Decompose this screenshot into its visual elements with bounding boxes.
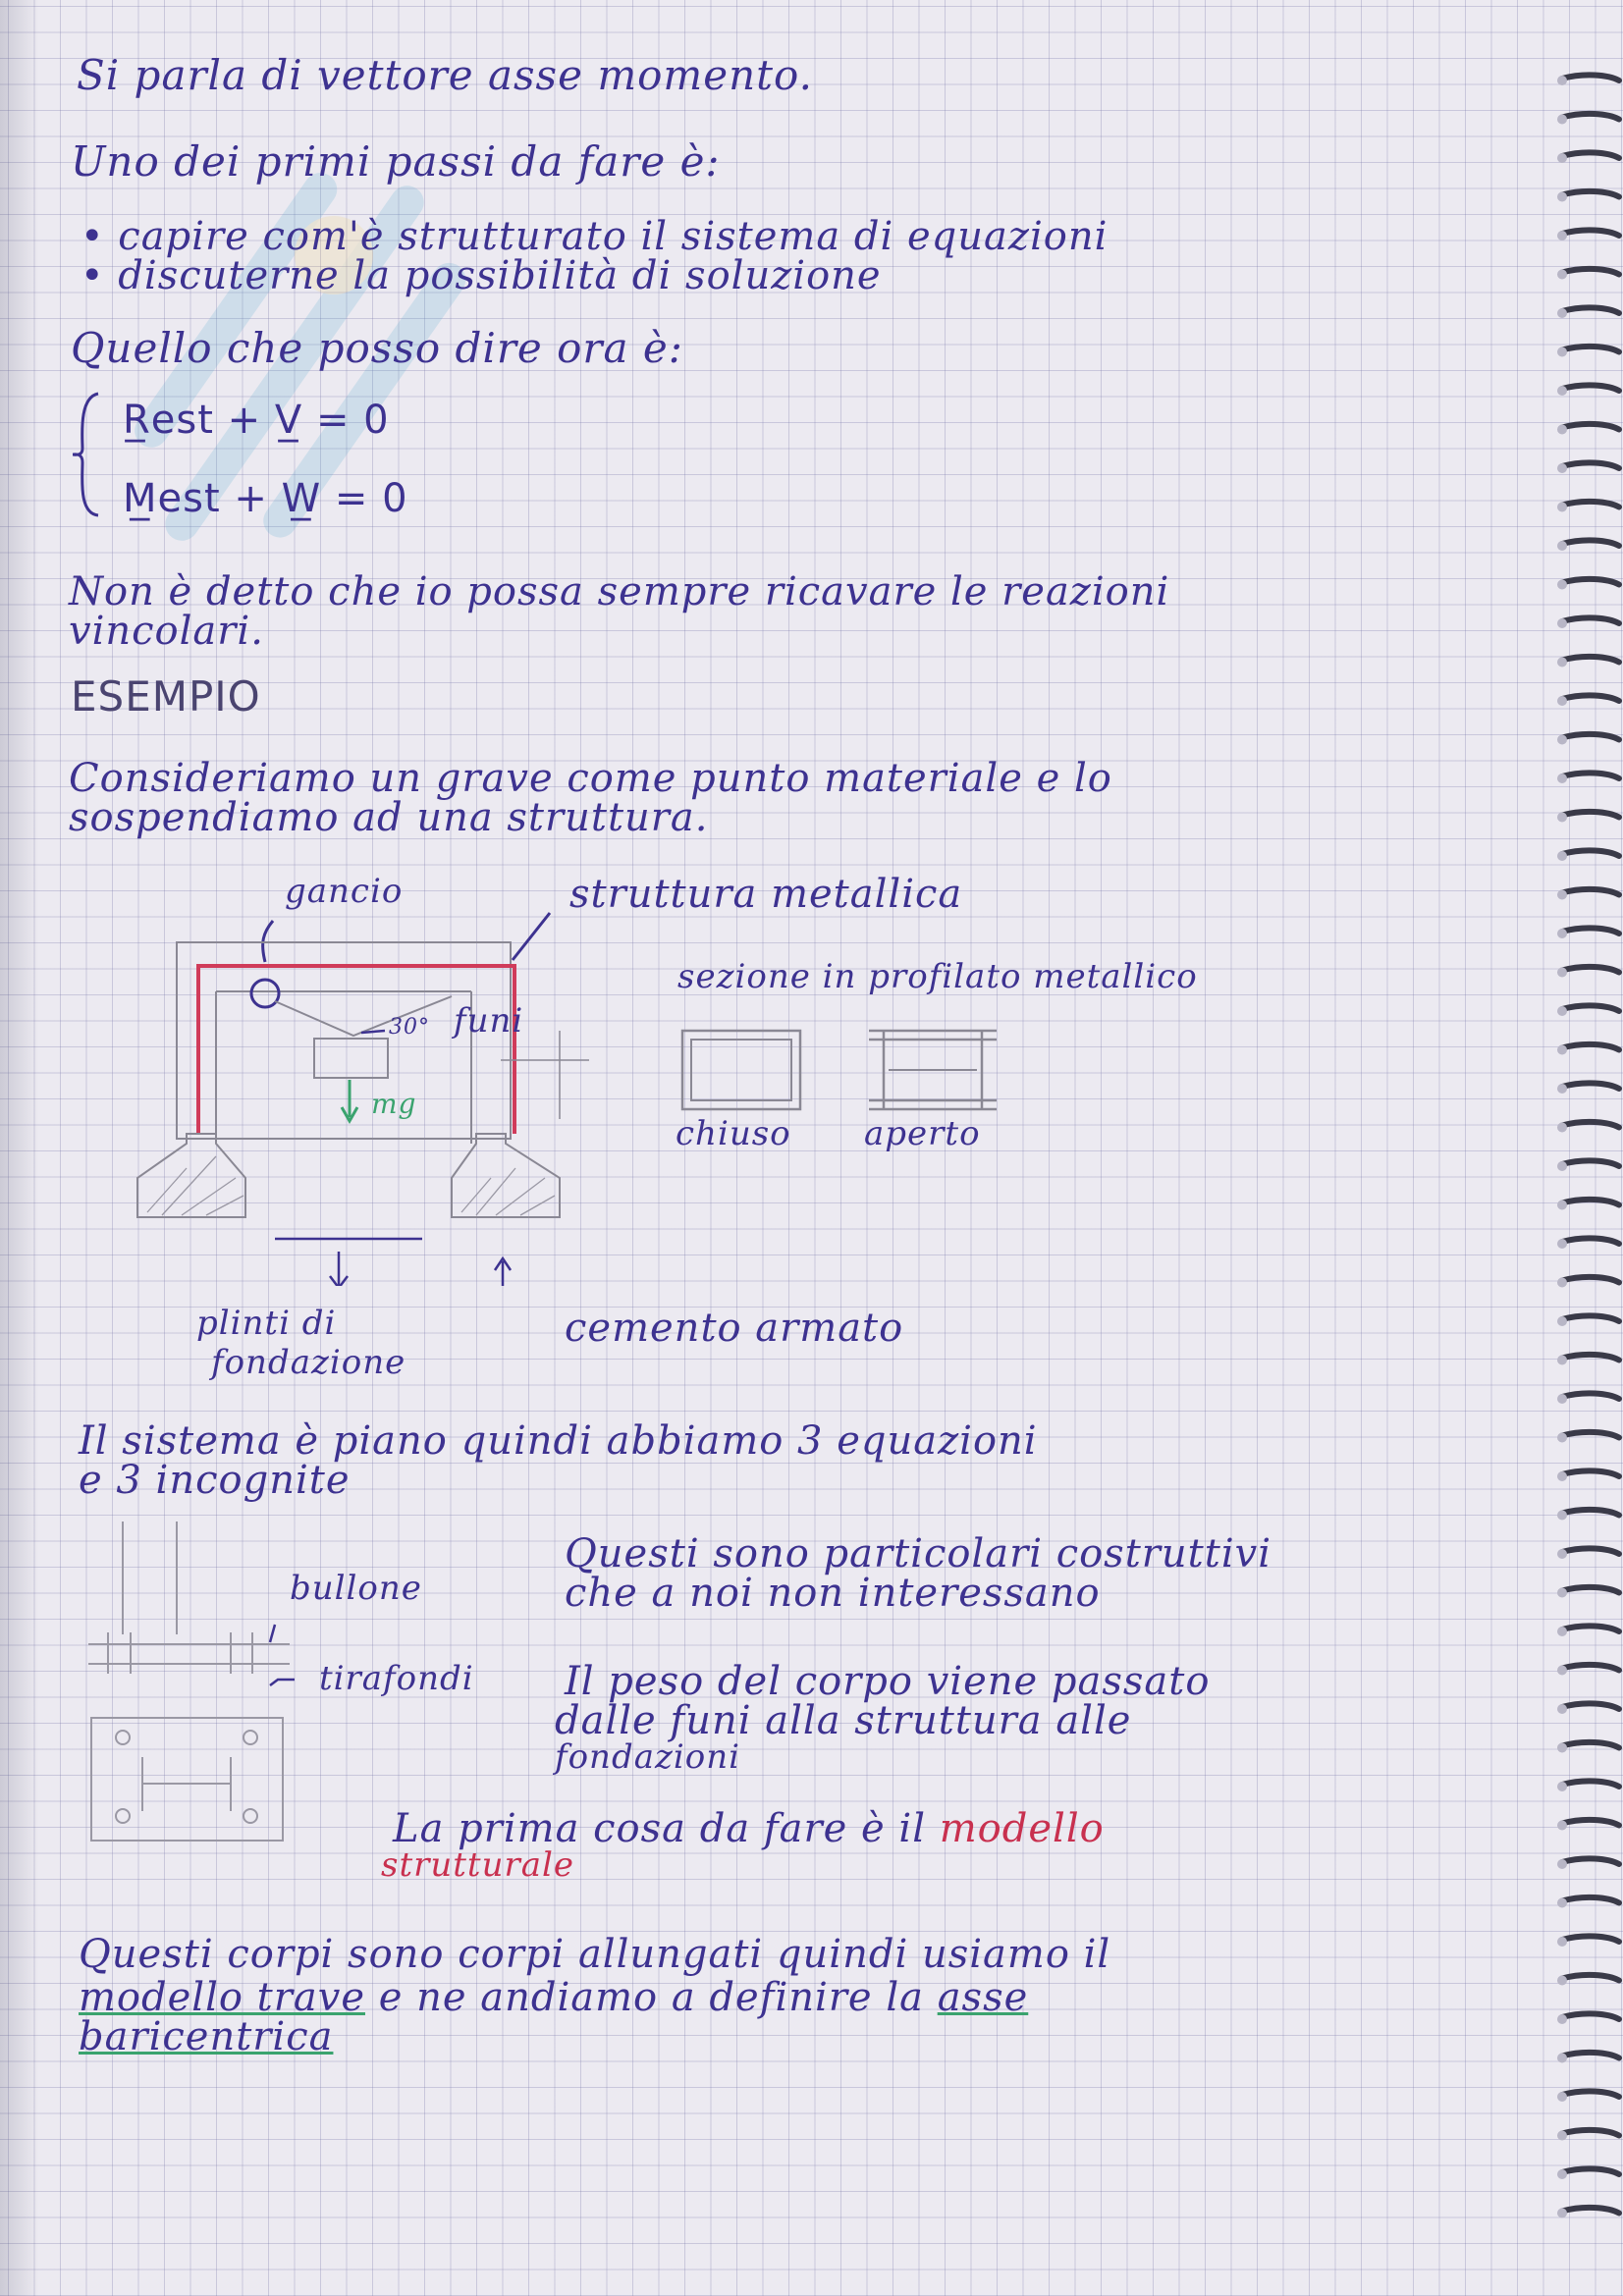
binding-hole	[1557, 1394, 1567, 1404]
binding-hole	[1557, 696, 1567, 706]
binding-hole	[1557, 425, 1567, 435]
spiral-coil	[1562, 385, 1619, 391]
line-incognite: e 3 incognite	[79, 1458, 351, 1503]
note-peso-1: Il peso del corpo viene passato	[565, 1659, 1211, 1704]
definire-text: e ne andiamo a definire la	[378, 1975, 924, 2020]
binding-hole	[1557, 1859, 1567, 1869]
spiral-coil	[1562, 1665, 1619, 1671]
page-edge-shadow	[0, 0, 39, 2296]
spiral-coil	[1562, 1005, 1619, 1011]
spiral-coil	[1562, 928, 1619, 934]
bullet-capire: • capire com'è strutturato il sistema di equazioni	[81, 214, 1109, 259]
modello-trave-text: modello trave	[79, 1975, 365, 2020]
line-sistema-piano: Il sistema è piano quindi abbiamo 3 equazioni	[79, 1418, 1038, 1464]
label-chiuso: chiuso	[676, 1114, 791, 1153]
binding-hole	[1557, 386, 1567, 396]
spiral-coil	[1562, 1432, 1619, 1438]
label-mg: mg	[371, 1088, 417, 1120]
binding-hole	[1557, 2131, 1567, 2141]
spiral-coil	[1562, 1936, 1619, 1942]
spiral-coil	[1562, 347, 1619, 352]
spiral-coil	[1562, 191, 1619, 197]
binding-hole	[1557, 658, 1567, 667]
binding-hole	[1557, 1549, 1567, 1559]
asse-text: asse	[937, 1975, 1029, 2020]
spiral-coil	[1562, 1238, 1619, 1244]
example-heading: ESEMPIO	[71, 672, 261, 721]
spiral-coil	[1562, 1470, 1619, 1476]
binding-hole	[1557, 1123, 1567, 1133]
spiral-coil	[1562, 1200, 1619, 1205]
spiral-coil	[1562, 695, 1619, 701]
binding-hole	[1557, 2014, 1567, 2024]
binding-hole	[1557, 231, 1567, 240]
binding-hole	[1557, 1588, 1567, 1598]
line-reazioni: Non è detto che io possa sempre ricavare le reazioni	[69, 569, 1170, 614]
spiral-coil	[1562, 1626, 1619, 1631]
binding-hole	[1557, 1356, 1567, 1365]
spiral-coil	[1562, 734, 1619, 740]
binding-hole	[1557, 1743, 1567, 1753]
binding-hole	[1557, 1976, 1567, 1986]
label-sezione: sezione in profilato metallico	[677, 957, 1198, 996]
binding-hole	[1557, 1471, 1567, 1481]
spiral-coil	[1562, 2091, 1619, 2097]
line-consideriamo: Consideriamo un grave come punto materiale e lo	[69, 756, 1112, 801]
binding-hole	[1557, 580, 1567, 590]
label-angle: 30°	[389, 1015, 430, 1040]
bullet-discutere: • discuterne la possibilità di soluzione	[81, 253, 882, 298]
spiral-coil	[1562, 502, 1619, 507]
spiral-coil	[1562, 1781, 1619, 1787]
binding-hole	[1557, 618, 1567, 628]
spiral-coil	[1562, 2208, 1619, 2214]
spiral-coil	[1562, 152, 1619, 158]
binding-hole	[1557, 929, 1567, 938]
spiral-coil	[1562, 307, 1619, 313]
binding-hole	[1557, 1084, 1567, 1094]
spiral-coil	[1562, 1587, 1619, 1593]
spiral-coil	[1562, 1975, 1619, 1981]
binding-hole	[1557, 2209, 1567, 2218]
line-posso-dire: Quello che posso dire ora è:	[71, 324, 683, 372]
binding-hole	[1557, 1821, 1567, 1831]
line-vincolari: vincolari.	[69, 609, 264, 654]
spiral-coil	[1562, 1742, 1619, 1748]
binding-hole	[1557, 890, 1567, 900]
spiral-coil	[1562, 2168, 1619, 2174]
spiral-coil	[1562, 1858, 1619, 1864]
cross-sections	[677, 1026, 1011, 1114]
spiral-coil	[1562, 1703, 1619, 1709]
binding-hole	[1557, 1045, 1567, 1055]
spiral-binding	[1554, 59, 1623, 2277]
label-struttura-metallica: struttura metallica	[569, 872, 963, 917]
binding-hole	[1557, 1316, 1567, 1326]
binding-hole	[1557, 851, 1567, 861]
binding-hole	[1557, 270, 1567, 280]
spiral-coil	[1562, 1820, 1619, 1826]
spiral-coil	[1562, 2053, 1619, 2058]
binding-hole	[1557, 541, 1567, 551]
binding-hole	[1557, 1433, 1567, 1443]
label-tirafondi: tirafondi	[319, 1659, 474, 1698]
spiral-coil	[1562, 2130, 1619, 2136]
binding-hole	[1557, 813, 1567, 823]
spiral-coil	[1562, 1122, 1619, 1128]
equation-moments: M̲est + W̲ = 0	[123, 476, 408, 521]
spiral-coil	[1562, 657, 1619, 663]
binding-hole	[1557, 2054, 1567, 2063]
spiral-coil	[1562, 75, 1619, 80]
label-funi: funi	[454, 1001, 524, 1041]
spiral-coil	[1562, 1083, 1619, 1089]
binding-hole	[1557, 76, 1567, 85]
modello-word: modello	[939, 1806, 1105, 1851]
system-brace	[69, 388, 108, 520]
spiral-coil	[1562, 579, 1619, 585]
binding-hole	[1557, 1201, 1567, 1210]
spiral-coil	[1562, 114, 1619, 120]
prima-cosa-text: La prima cosa da fare è il	[393, 1806, 927, 1851]
spiral-coil	[1562, 1355, 1619, 1361]
spiral-coil	[1562, 850, 1619, 856]
note-peso-3: fondazioni	[555, 1737, 741, 1777]
line-corpi-allungati: Questi corpi sono corpi allungati quindi usiamo il	[79, 1932, 1111, 1977]
connection-detail	[83, 1517, 319, 1845]
line-primi-passi: Uno dei primi passi da fare è:	[71, 137, 721, 186]
binding-hole	[1557, 968, 1567, 978]
spiral-coil	[1562, 230, 1619, 236]
spiral-coil	[1562, 617, 1619, 623]
binding-hole	[1557, 1239, 1567, 1249]
baricentrica-word: baricentrica	[79, 2014, 334, 2059]
spiral-coil	[1562, 540, 1619, 546]
spiral-coil	[1562, 462, 1619, 468]
binding-hole	[1557, 1898, 1567, 1908]
spiral-coil	[1562, 1315, 1619, 1321]
binding-hole	[1557, 503, 1567, 512]
binding-hole	[1557, 2169, 1567, 2179]
spiral-coil	[1562, 1897, 1619, 1903]
spiral-coil	[1562, 1393, 1619, 1399]
binding-hole	[1557, 1666, 1567, 1676]
spiral-coil	[1562, 773, 1619, 778]
binding-hole	[1557, 347, 1567, 357]
spiral-coil	[1562, 1277, 1619, 1283]
strutturale-word: strutturale	[381, 1845, 575, 1885]
binding-hole	[1557, 1006, 1567, 1016]
equation-forces: R̲est + V̲ = 0	[123, 398, 390, 443]
label-bullone: bullone	[290, 1569, 422, 1608]
binding-hole	[1557, 153, 1567, 163]
binding-hole	[1557, 774, 1567, 783]
binding-hole	[1557, 308, 1567, 318]
note-peso-2: dalle funi alla struttura alle	[555, 1698, 1132, 1743]
spiral-coil	[1562, 1160, 1619, 1166]
spiral-coil	[1562, 424, 1619, 430]
binding-hole	[1557, 1937, 1567, 1947]
binding-hole	[1557, 1278, 1567, 1288]
label-cemento-armato: cemento armato	[565, 1306, 904, 1351]
spiral-coil	[1562, 889, 1619, 895]
binding-hole	[1557, 1627, 1567, 1636]
spiral-coil	[1562, 812, 1619, 818]
binding-hole	[1557, 1704, 1567, 1714]
binding-hole	[1557, 1161, 1567, 1171]
binding-hole	[1557, 1511, 1567, 1521]
structure-diagram	[128, 883, 599, 1286]
binding-hole	[1557, 735, 1567, 745]
binding-hole	[1557, 1782, 1567, 1791]
note-particolari-2: che a noi non interessano	[565, 1571, 1101, 1616]
spiral-coil	[1562, 967, 1619, 973]
binding-hole	[1557, 192, 1567, 202]
line-sospendiamo: sospendiamo ad una struttura.	[69, 795, 709, 840]
line-vettore: Si parla di vettore asse momento.	[77, 51, 813, 99]
label-aperto: aperto	[864, 1114, 981, 1153]
note-particolari-1: Questi sono particolari costruttivi	[565, 1531, 1271, 1576]
spiral-coil	[1562, 1510, 1619, 1516]
binding-hole	[1557, 2092, 1567, 2102]
spiral-coil	[1562, 1044, 1619, 1050]
spiral-coil	[1562, 1548, 1619, 1554]
label-plinti: plinti di	[196, 1304, 337, 1343]
binding-hole	[1557, 115, 1567, 125]
label-fondazione: fondazione	[211, 1343, 406, 1382]
spiral-coil	[1562, 269, 1619, 275]
label-gancio: gancio	[285, 872, 404, 911]
spiral-coil	[1562, 2013, 1619, 2019]
binding-hole	[1557, 463, 1567, 473]
